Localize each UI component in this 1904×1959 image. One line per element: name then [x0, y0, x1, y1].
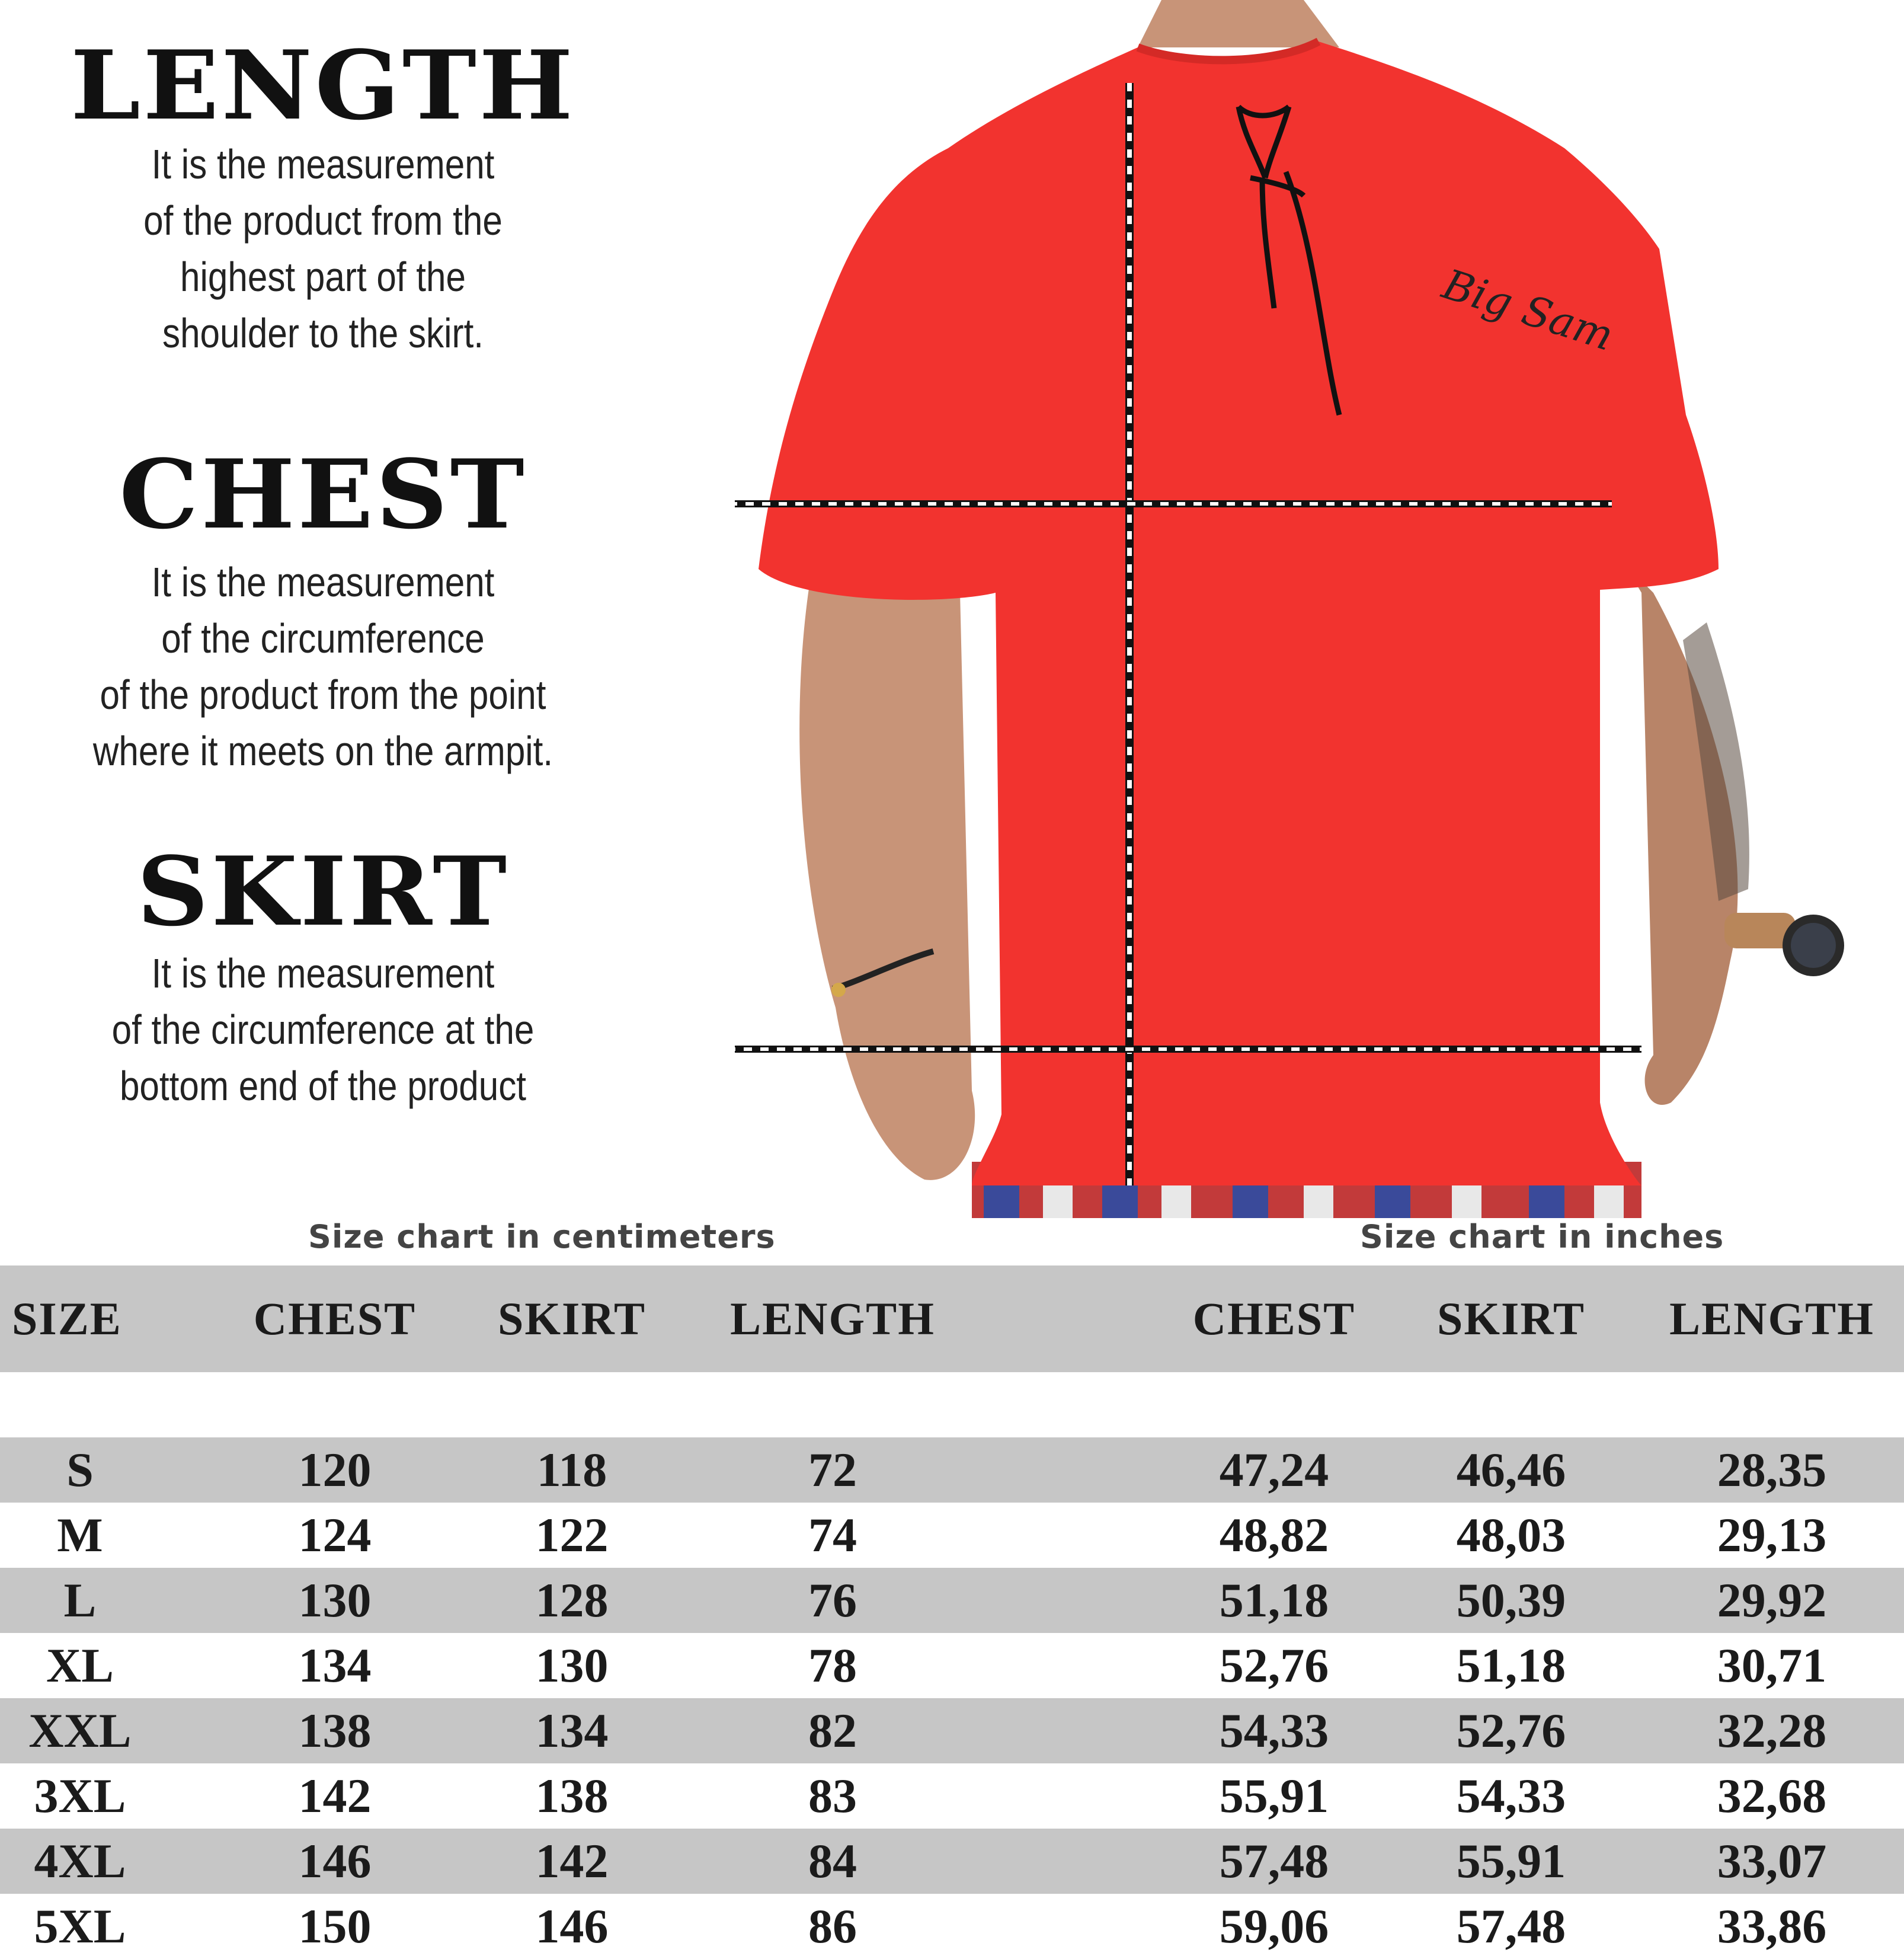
length-in-cell: 32,28 [1717, 1704, 1827, 1757]
length-in-cell: 29,13 [1717, 1508, 1827, 1562]
skirt-title: SKIRT [136, 836, 510, 947]
skirt-cm-cell: 122 [535, 1508, 609, 1562]
chest-in-cell: 54,33 [1219, 1704, 1329, 1757]
skirt-cm-cell: 134 [535, 1704, 609, 1757]
brand-logo: Big Sam [1436, 260, 1620, 360]
table-row [0, 1437, 1904, 1503]
chest-in-cell: 57,48 [1219, 1834, 1329, 1888]
table-row [0, 1698, 1904, 1763]
size-cell: 5XL [34, 1899, 126, 1953]
skirt-in-cell: 50,39 [1456, 1573, 1566, 1627]
skirt-in-cell: 46,46 [1456, 1443, 1566, 1497]
header-chest-in: CHEST [1192, 1293, 1356, 1344]
chest-cm-cell: 134 [298, 1638, 372, 1692]
header-size: SIZE [12, 1293, 122, 1344]
chest-cm-cell: 146 [298, 1834, 372, 1888]
chest-in-cell: 48,82 [1219, 1508, 1329, 1562]
length-in-cell: 28,35 [1717, 1443, 1827, 1497]
length-title: LENGTH [70, 30, 576, 141]
table-row [0, 1763, 1904, 1829]
table-row [0, 1633, 1904, 1698]
skirt-cm-cell: 130 [535, 1638, 609, 1692]
chest-in-cell: 59,06 [1219, 1899, 1329, 1953]
skirt-cm-cell: 142 [535, 1834, 609, 1888]
length-description: It is the measurement of the product from the highest part of the shoulder to the skirt. [143, 141, 503, 356]
table-row [0, 1568, 1904, 1633]
table-row [0, 1503, 1904, 1568]
chest-in-cell: 55,91 [1219, 1769, 1329, 1823]
skirt-in-cell: 52,76 [1456, 1704, 1566, 1757]
header-skirt-cm: SKIRT [497, 1293, 647, 1344]
length-cm-cell: 76 [808, 1573, 857, 1627]
chest-cm-cell: 138 [298, 1704, 372, 1757]
length-in-cell: 29,92 [1717, 1573, 1827, 1627]
header-skirt-in: SKIRT [1436, 1293, 1586, 1344]
length-in-cell: 32,68 [1717, 1769, 1827, 1823]
length-cm-cell: 83 [808, 1769, 857, 1823]
skirt-in-cell: 51,18 [1456, 1638, 1566, 1692]
length-cm-cell: 72 [808, 1443, 857, 1497]
chest-description: It is the measurement of the circumference of the product from the point where it meets on the armpit. [92, 559, 553, 774]
chest-cm-cell: 130 [298, 1573, 372, 1627]
length-cm-cell: 78 [808, 1638, 857, 1692]
header-length-cm: LENGTH [730, 1293, 935, 1344]
skirt-in-cell: 48,03 [1456, 1508, 1566, 1562]
length-cm-cell: 86 [808, 1899, 857, 1953]
header-length-in: LENGTH [1669, 1293, 1874, 1344]
length-cm-cell: 84 [808, 1834, 857, 1888]
size-cell: L [63, 1573, 97, 1627]
chest-in-cell: 52,76 [1219, 1638, 1329, 1692]
chest-cm-cell: 142 [298, 1769, 372, 1823]
skirt-description: It is the measurement of the circumference at the bottom end of the product [111, 950, 535, 1109]
size-cell: XL [46, 1638, 114, 1692]
table-row [0, 1894, 1904, 1959]
skirt-cm-cell: 146 [535, 1899, 609, 1953]
chest-title: CHEST [119, 439, 527, 550]
size-cell: 3XL [34, 1769, 126, 1823]
size-cell: XXL [28, 1704, 132, 1757]
chest-cm-cell: 124 [298, 1508, 372, 1562]
chest-cm-cell: 150 [298, 1899, 372, 1953]
header-chest-cm: CHEST [253, 1293, 417, 1344]
neck [1138, 0, 1339, 47]
caption-centimeters: Size chart in centimeters [308, 1218, 776, 1255]
skirt-cm-cell: 118 [536, 1443, 607, 1497]
skirt-in-cell: 54,33 [1456, 1769, 1566, 1823]
skirt-cm-cell: 128 [535, 1573, 609, 1627]
skirt-cm-cell: 138 [535, 1769, 609, 1823]
size-cell: M [57, 1508, 103, 1562]
chest-cm-cell: 120 [298, 1443, 372, 1497]
table-row [0, 1829, 1904, 1894]
size-cell: 4XL [34, 1834, 126, 1888]
length-in-cell: 33,07 [1717, 1834, 1827, 1888]
length-in-cell: 30,71 [1717, 1638, 1827, 1692]
chest-in-cell: 47,24 [1219, 1443, 1329, 1497]
product-photo [735, 0, 1904, 1218]
length-cm-cell: 82 [808, 1704, 857, 1757]
length-cm-cell: 74 [808, 1508, 857, 1562]
skirt-in-cell: 57,48 [1456, 1899, 1566, 1953]
length-in-cell: 33,86 [1717, 1899, 1827, 1953]
skirt-in-cell: 55,91 [1456, 1834, 1566, 1888]
chest-in-cell: 51,18 [1219, 1573, 1329, 1627]
table-header [0, 1265, 1904, 1372]
caption-inches: Size chart in inches [1360, 1218, 1724, 1255]
size-cell: S [66, 1443, 94, 1497]
